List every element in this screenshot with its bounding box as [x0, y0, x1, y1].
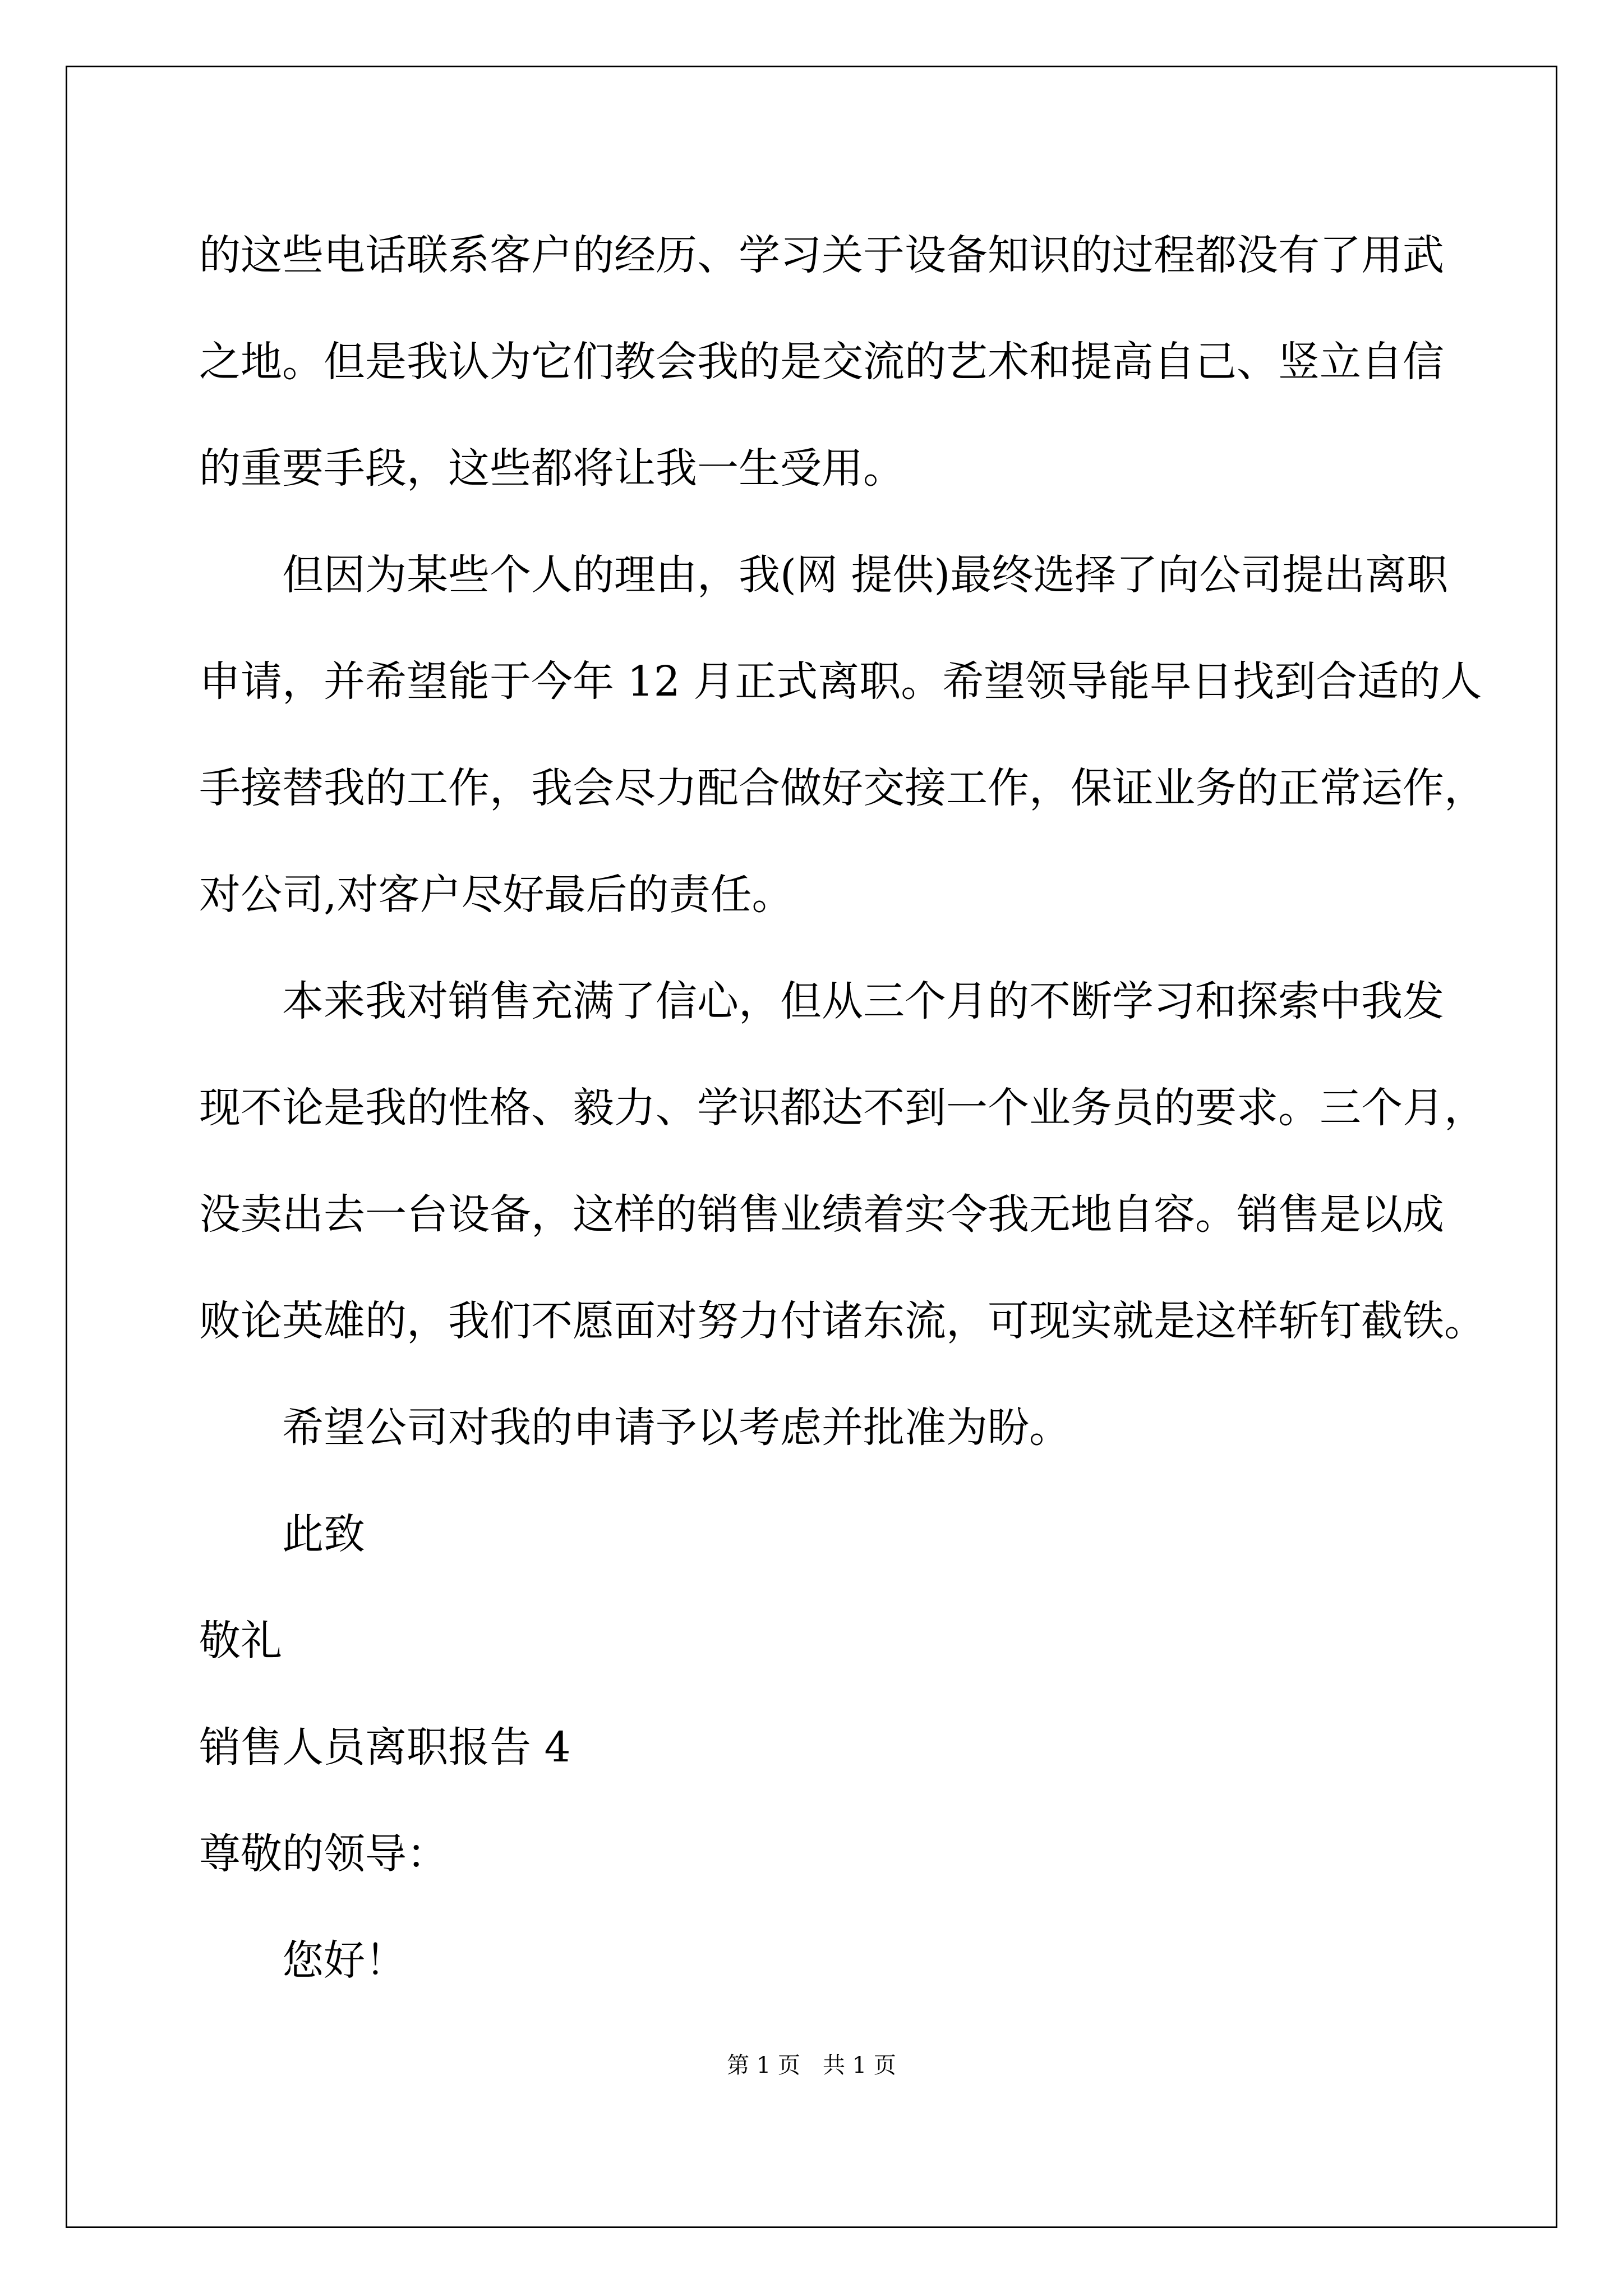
paragraph-line: 现不论是我的性格、毅力、学识都达不到一个业务员的要求。三个月，	[199, 1084, 1486, 1132]
document-body	[199, 202, 1486, 2014]
page-footer: 第 1 页 共 1 页	[727, 2053, 896, 2078]
closing-salutation: 此致	[282, 1510, 365, 1558]
greeting-addressee: 尊敬的领导：	[199, 1830, 448, 1878]
paragraph-line: 之地。但是我认为它们教会我的是交流的艺术和提高自己、竖立自信	[199, 338, 1444, 386]
paragraph-line: 手接替我的工作，我会尽力配合做好交接工作，保证业务的正常运作，	[199, 764, 1486, 812]
paragraph-line: 希望公司对我的申请予以考虑并批准为盼。	[282, 1404, 1071, 1452]
greeting: 您好！	[282, 1936, 407, 1985]
paragraph-line: 本来我对销售充满了信心，但从三个月的不断学习和探索中我发	[282, 977, 1444, 1025]
paragraph-line: 没卖出去一台设备，这样的销售业绩着实令我无地自容。销售是以成	[199, 1190, 1444, 1239]
paragraph-line: 的重要手段，这些都将让我一生受用。	[199, 444, 905, 493]
paragraph-line: 申请，并希望能于今年 12 月正式离职。希望领导能早日找到合适的人	[199, 657, 1482, 706]
paragraph-line: 但因为某些个人的理由，我(网 提供)最终选择了向公司提出离职	[282, 551, 1449, 599]
paragraph-line: 的这些电话联系客户的经历、学习关于设备知识的过程都没有了用武	[199, 231, 1444, 279]
closing-regards: 敬礼	[199, 1617, 282, 1665]
paragraph-line: 对公司,对客户尽好最后的责任。	[199, 871, 794, 919]
section-title: 销售人员离职报告 4	[199, 1723, 571, 1772]
paragraph-line: 败论英雄的，我们不愿面对努力付诸东流，可现实就是这样斩钉截铁。	[199, 1297, 1486, 1345]
